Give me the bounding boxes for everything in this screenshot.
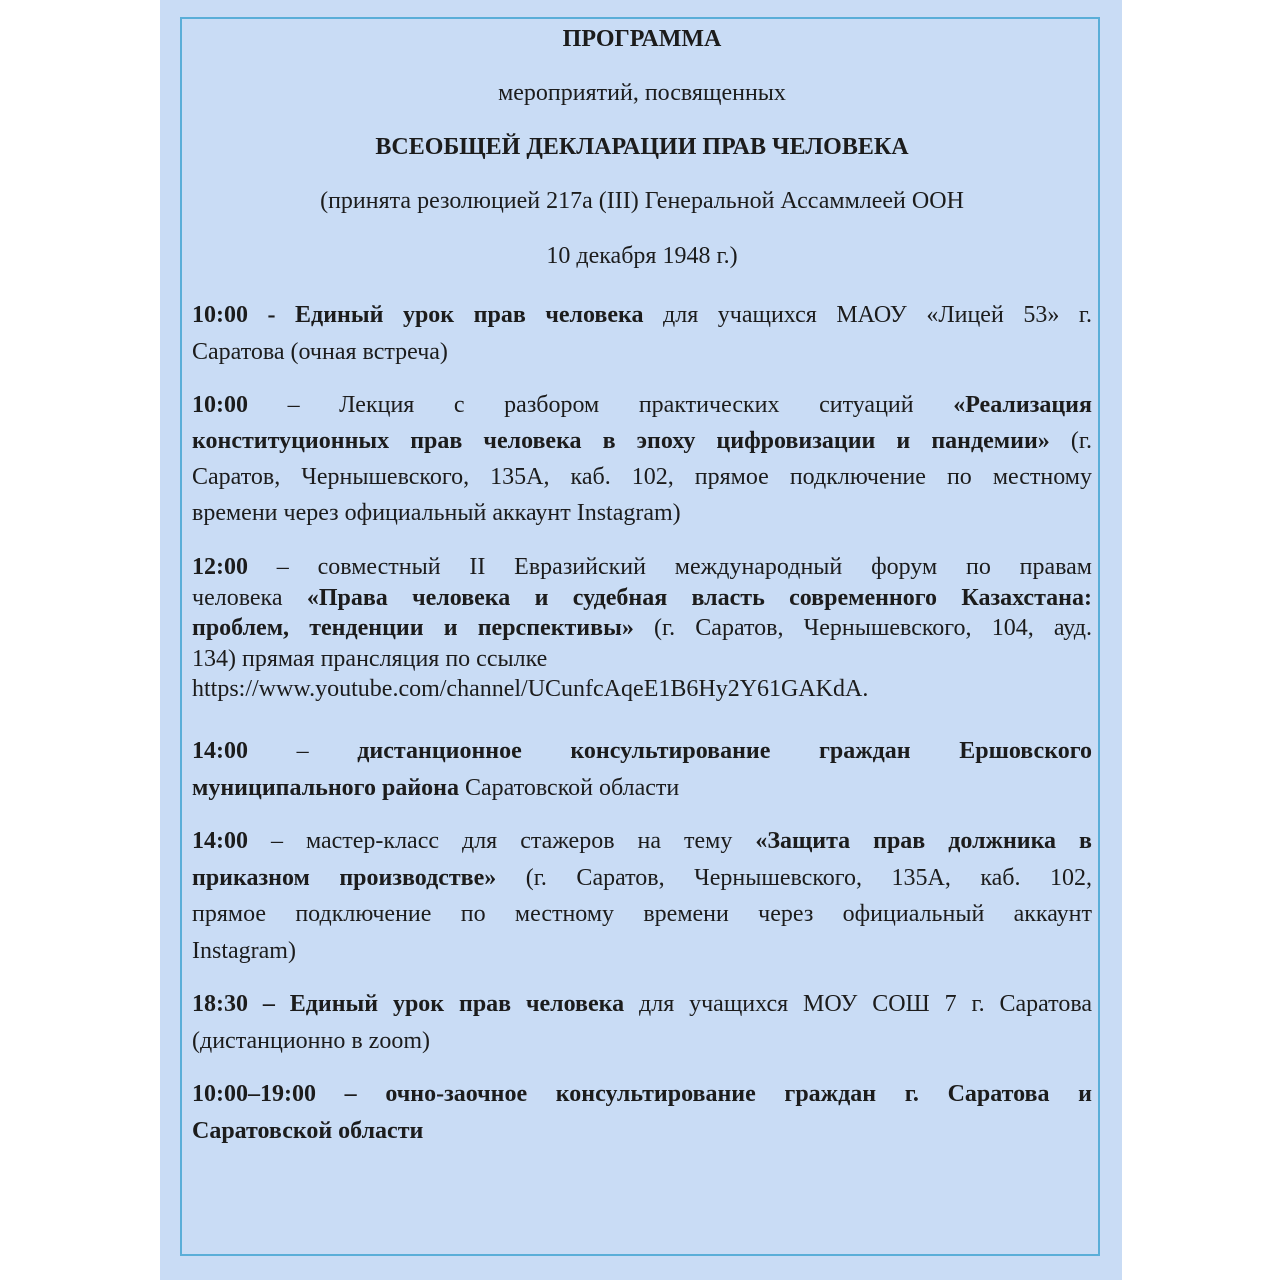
event-link: https://www.youtube.com/channel/UCunfcAqeE1B6Hy2Y61GAKdA. [192, 676, 869, 702]
event-line: (дистанционно в zoom) [192, 1028, 430, 1054]
event-item [192, 823, 1092, 969]
document-heading: ВСЕОБЩЕЙ ДЕКЛАРАЦИИ ПРАВ ЧЕЛОВЕКА [375, 134, 909, 160]
event-item [192, 387, 1092, 531]
event-item [192, 297, 1092, 371]
event-line: 10:00 - Единый урок прав человека для учащихся МАОУ «Лицей 53» г. [192, 302, 1092, 328]
adoption-note-line2: 10 декабря 1948 г.) [546, 243, 738, 269]
event-line: Саратовской области [192, 1118, 424, 1144]
event-line: 18:30 – Единый урок прав человека для учащихся МОУ СОШ 7 г. Саратова [192, 991, 1093, 1017]
page-sheet [160, 0, 1122, 1280]
document-subtitle: мероприятий, посвященных [498, 80, 786, 106]
event-line: прямое подключение по местному времени через официальный аккаунт [192, 901, 1092, 927]
event-line: времени через официальный аккаунт Instagram) [192, 500, 681, 526]
event-line: конституционных прав человека в эпоху цифровизации и пандемии» (г. [192, 428, 1092, 454]
event-line: Саратова (очная встреча) [192, 339, 448, 365]
event-item [192, 552, 1092, 705]
document-title: ПРОГРАММА [562, 26, 722, 52]
event-line: проблем, тенденции и перспективы» (г. Саратов, Чернышевского, 104, ауд. [192, 615, 1092, 641]
event-line: 12:00 – совместный II Евразийский международный форум по правам [192, 554, 1092, 580]
event-line: муниципального района Саратовской области [192, 775, 680, 801]
event-line: Саратов, Чернышевского, 135А, каб. 102, прямое подключение по местному [192, 464, 1092, 490]
event-line: 14:00 – дистанционное консультирование граждан Ершовского [192, 738, 1093, 764]
event-line: приказном производстве» (г. Саратов, Чернышевского, 135А, каб. 102, [192, 864, 1093, 891]
adoption-note-line1: (принята резолюцией 217а (III) Генеральной Ассаммлеей ООН [320, 188, 964, 214]
event-item [192, 733, 1092, 807]
event-line: 10:00 – Лекция с разбором практических ситуаций «Реализация [192, 392, 1092, 418]
event-item [192, 1076, 1092, 1150]
event-line: Instagram) [192, 937, 296, 964]
event-line: 134) прямая прансляция по ссылке [192, 645, 548, 672]
event-line: 14:00 – мастер-класс для стажеров на тему «Защита прав должника в [192, 828, 1093, 854]
event-line: 10:00–19:00 – очно-заочное консультирование граждан г. Саратова и [192, 1081, 1092, 1107]
event-item [192, 986, 1092, 1060]
event-line: человека «Права человека и судебная власть современного Казахстана: [192, 584, 1092, 611]
